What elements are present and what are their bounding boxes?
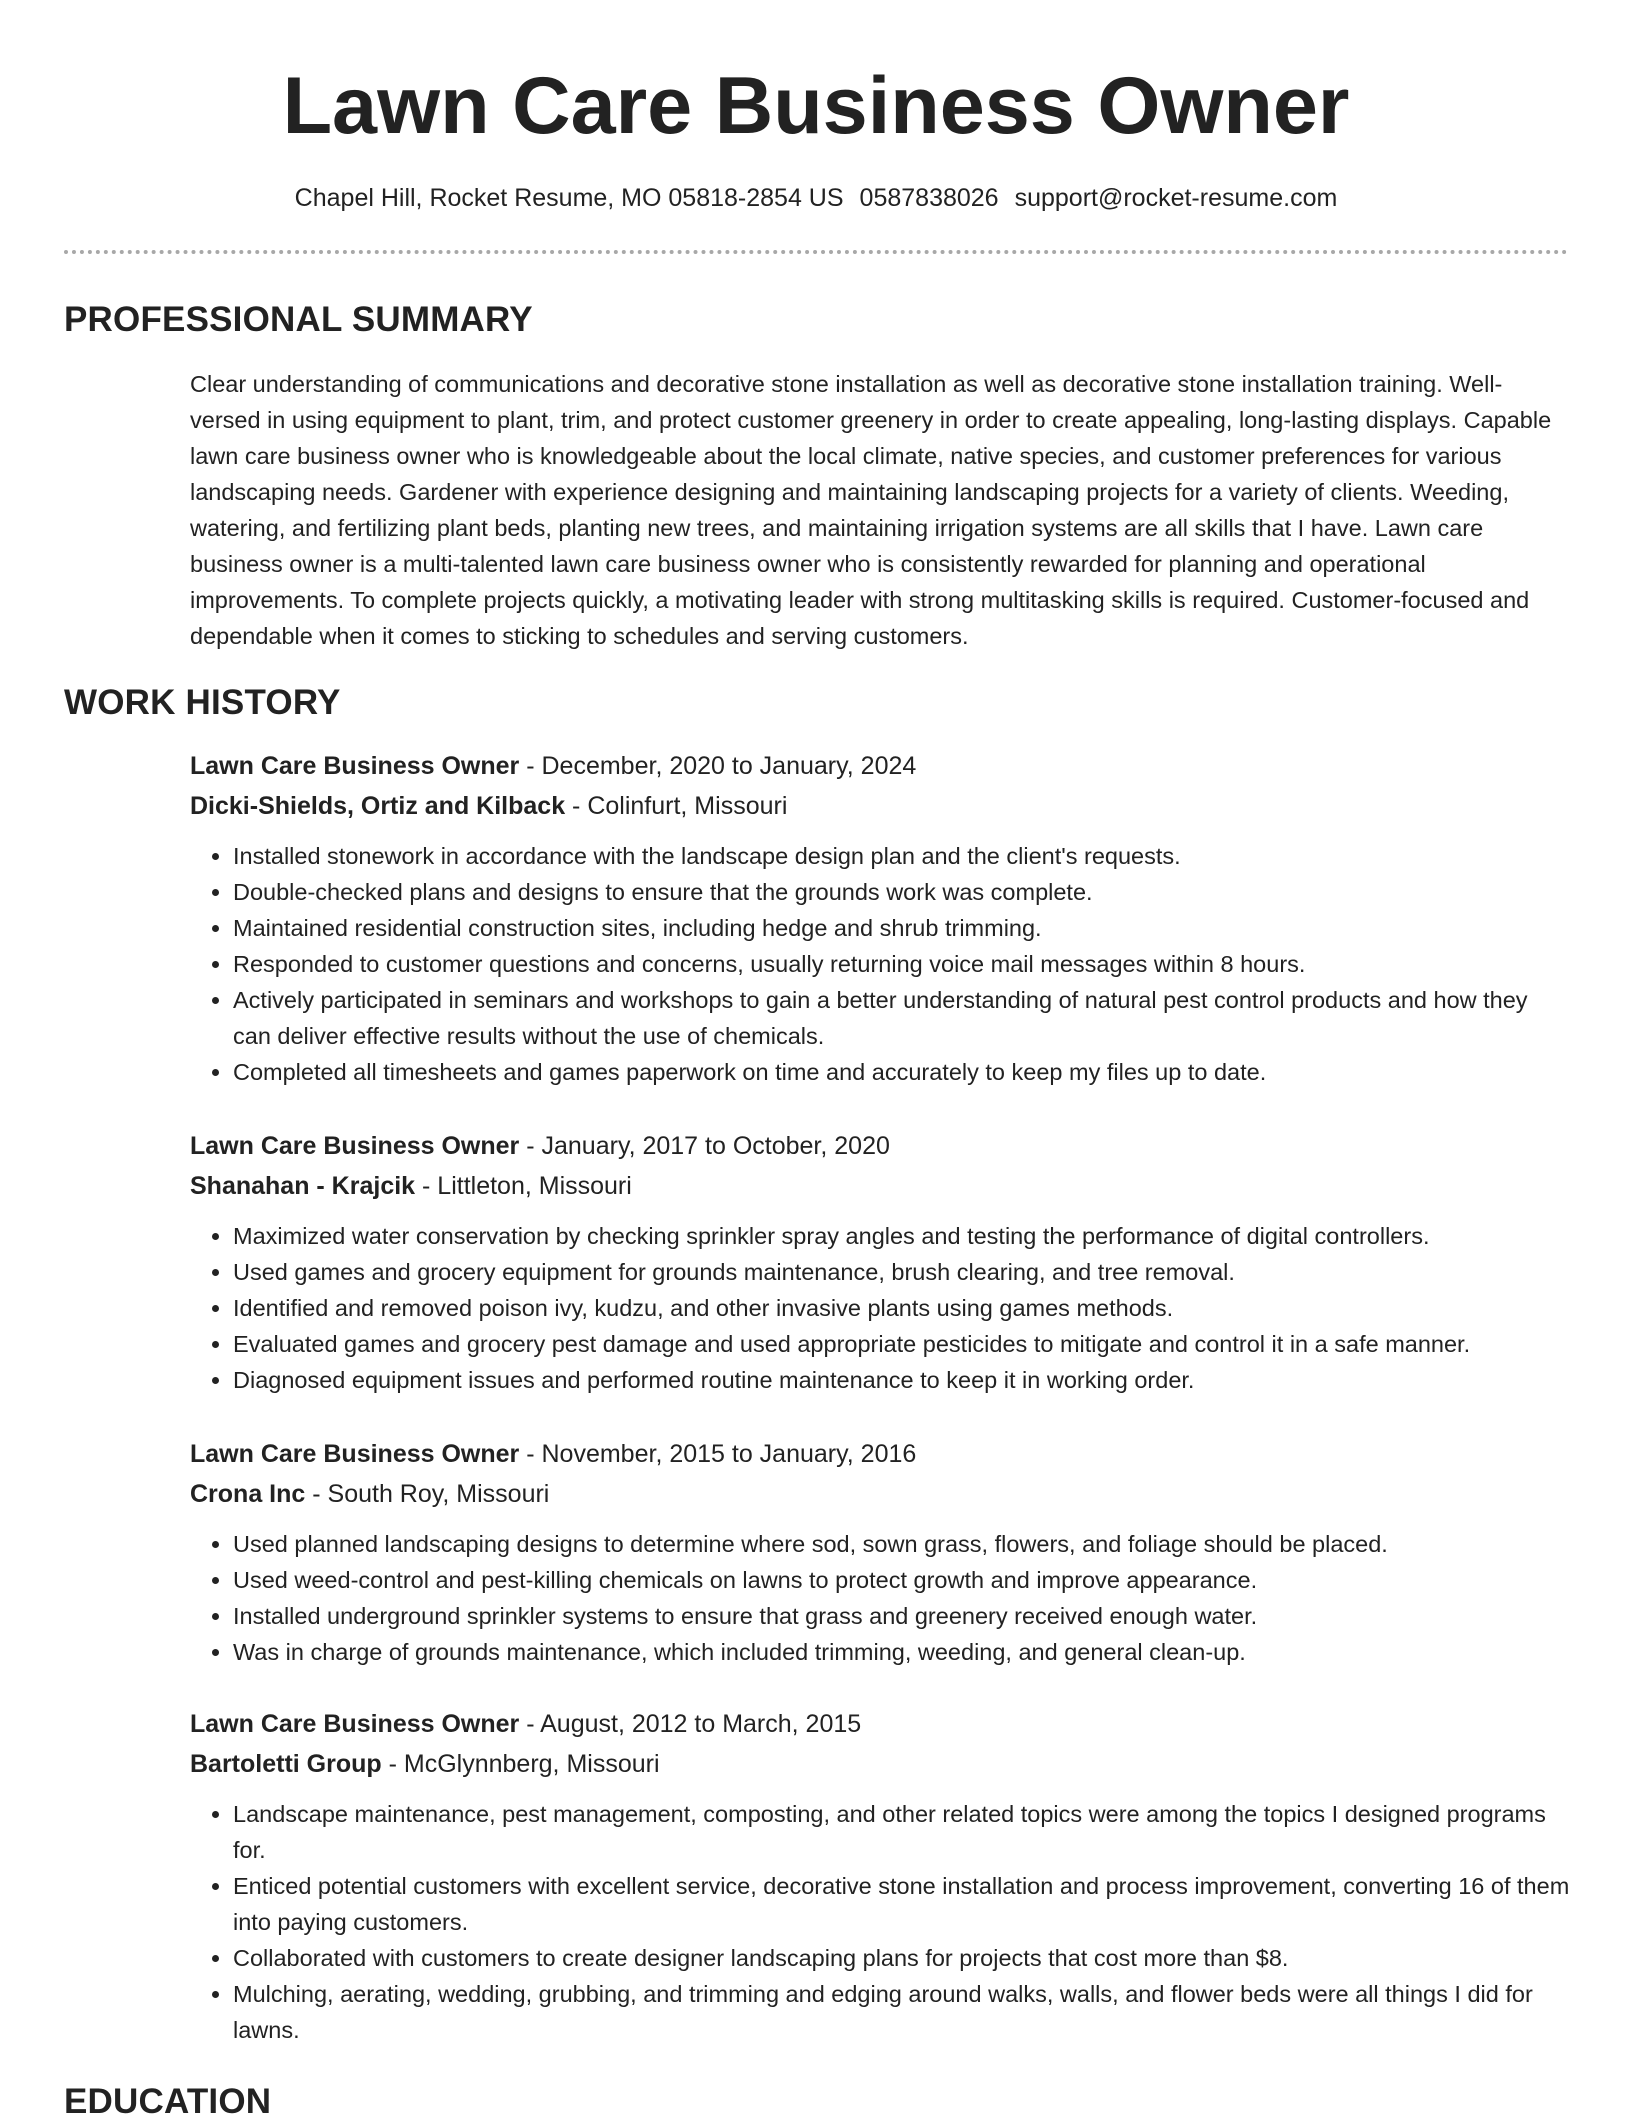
- job-bullet: • Enticed potential customers with excellent service, decorative stone installation and process improvement, converting 16 of them into paying customers.: [233, 1868, 1570, 1940]
- section-title-work-history: WORK HISTORY: [64, 683, 341, 722]
- job-bullet: • Used weed-control and pest-killing chemicals on lawns to protect growth and improve appearance.: [233, 1562, 1570, 1598]
- job-company: Bartoletti Group: [190, 1750, 382, 1778]
- job-bullet: • Used planned landscaping designs to determine where sod, sown grass, flowers, and foliage should be placed.: [233, 1526, 1570, 1562]
- job-location: - McGlynnberg, Missouri: [381, 1750, 660, 1778]
- job-bullet: • Double-checked plans and designs to ensure that the grounds work was complete.: [233, 874, 1570, 910]
- job-company-line: [190, 1474, 1570, 1514]
- job-bullets: [190, 838, 1570, 1090]
- summary-text: Clear understanding of communications and decorative stone installation as well as decorative stone installation training. Well-versed in using equipment to plant, trim, and protect customer greenery in order to create appealing, long-lasting displays. Capable lawn care business owner who is knowledgeable about the local climate, native species, and customer preferences for various landscaping needs. Gardener with experience designing and maintaining landscaping projects for a variety of clients. Weeding, watering, and fertilizing plant beds, planting new trees, and maintaining irrigation systems are all skills that I have. Lawn care business owner is a multi-talented lawn care business owner who is consistently rewarded for planning and operational improvements. To complete projects quickly, a motivating leader with strong multitasking skills is required. Customer-focused and dependable when it comes to sticking to schedules and serving customers.: [190, 371, 1552, 649]
- job-bullet: • Mulching, aerating, wedding, grubbing, and trimming and edging around walks, walls, and flower beds were all things I did for lawns.: [233, 1976, 1570, 2048]
- job-dates: - January, 2017 to October, 2020: [519, 1132, 890, 1160]
- job-bullet: • Diagnosed equipment issues and performed routine maintenance to keep it in working order.: [233, 1362, 1570, 1398]
- job-bullet: • Collaborated with customers to create designer landscaping plans for projects that cost more than $8.: [233, 1940, 1570, 1976]
- job-bullet: • Was in charge of grounds maintenance, which included trimming, weeding, and general clean-up.: [233, 1634, 1570, 1670]
- job-entry: [190, 746, 1570, 1090]
- job-title: Lawn Care Business Owner: [190, 1710, 520, 1738]
- job-bullet: • Used games and grocery equipment for grounds maintenance, brush clearing, and tree removal.: [233, 1254, 1570, 1290]
- job-title-line: [190, 1704, 1570, 1744]
- job-bullet: • Maximized water conservation by checking sprinkler spray angles and testing the performance of digital controllers.: [233, 1218, 1570, 1254]
- job-bullet: • Identified and removed poison ivy, kudzu, and other invasive plants using games methods.: [233, 1290, 1570, 1326]
- job-title-line: [190, 746, 1570, 786]
- job-entry: [190, 1704, 1570, 2048]
- job-bullets: [190, 1796, 1570, 2048]
- job-bullets: [190, 1526, 1570, 1670]
- job-title: Lawn Care Business Owner: [190, 752, 520, 780]
- job-bullet: • Landscape maintenance, pest management, composting, and other related topics were among the topics I designed programs for.: [233, 1796, 1570, 1868]
- job-location: - Colinfurt, Missouri: [565, 792, 788, 820]
- job-bullet: • Evaluated games and grocery pest damage and used appropriate pesticides to mitigate and control it in a safe manner.: [233, 1326, 1570, 1362]
- job-bullets: [190, 1218, 1570, 1398]
- job-dates: - November, 2015 to January, 2016: [519, 1440, 917, 1468]
- job-bullet: • Installed stonework in accordance with the landscape design plan and the client's requests.: [233, 838, 1570, 874]
- job-bullet: • Installed underground sprinkler systems to ensure that grass and greenery received enough water.: [233, 1598, 1570, 1634]
- job-dates: - August, 2012 to March, 2015: [519, 1710, 862, 1738]
- job-company: Shanahan - Krajcik: [190, 1172, 416, 1200]
- job-location: - Littleton, Missouri: [415, 1172, 632, 1200]
- job-company-line: [190, 786, 1570, 826]
- contact-email[interactable]: support@rocket-resume.com: [1014, 184, 1338, 212]
- job-bullet: • Actively participated in seminars and workshops to gain a better understanding of natural pest control products and how they can deliver effective results without the use of chemicals.: [233, 982, 1570, 1054]
- job-title-line: [190, 1126, 1570, 1166]
- job-title: Lawn Care Business Owner: [190, 1132, 520, 1160]
- job-location: - South Roy, Missouri: [305, 1480, 550, 1508]
- job-bullet: • Completed all timesheets and games paperwork on time and accurately to keep my files up to date.: [233, 1054, 1570, 1090]
- contact-line: [0, 180, 1632, 216]
- header-divider: [64, 250, 1568, 254]
- job-bullet: • Responded to customer questions and concerns, usually returning voice mail messages within 8 hours.: [233, 946, 1570, 982]
- section-title-summary: PROFESSIONAL SUMMARY: [64, 300, 533, 339]
- contact-address: Chapel Hill, Rocket Resume, MO 05818-2854 US: [294, 184, 844, 212]
- section-title-education: EDUCATION: [64, 2082, 272, 2121]
- contact-phone: 0587838026: [859, 184, 999, 212]
- job-entry: [190, 1434, 1570, 1670]
- job-company-line: [190, 1744, 1570, 1784]
- candidate-name: Lawn Care Business Owner: [282, 61, 1350, 151]
- job-entry: [190, 1126, 1570, 1398]
- job-bullet: • Maintained residential construction sites, including hedge and shrub trimming.: [233, 910, 1570, 946]
- job-company-line: [190, 1166, 1570, 1206]
- job-company: Dicki-Shields, Ortiz and Kilback: [190, 792, 566, 820]
- job-title-line: [190, 1434, 1570, 1474]
- job-company: Crona Inc: [190, 1480, 306, 1508]
- job-dates: - December, 2020 to January, 2024: [519, 752, 917, 780]
- job-title: Lawn Care Business Owner: [190, 1440, 520, 1468]
